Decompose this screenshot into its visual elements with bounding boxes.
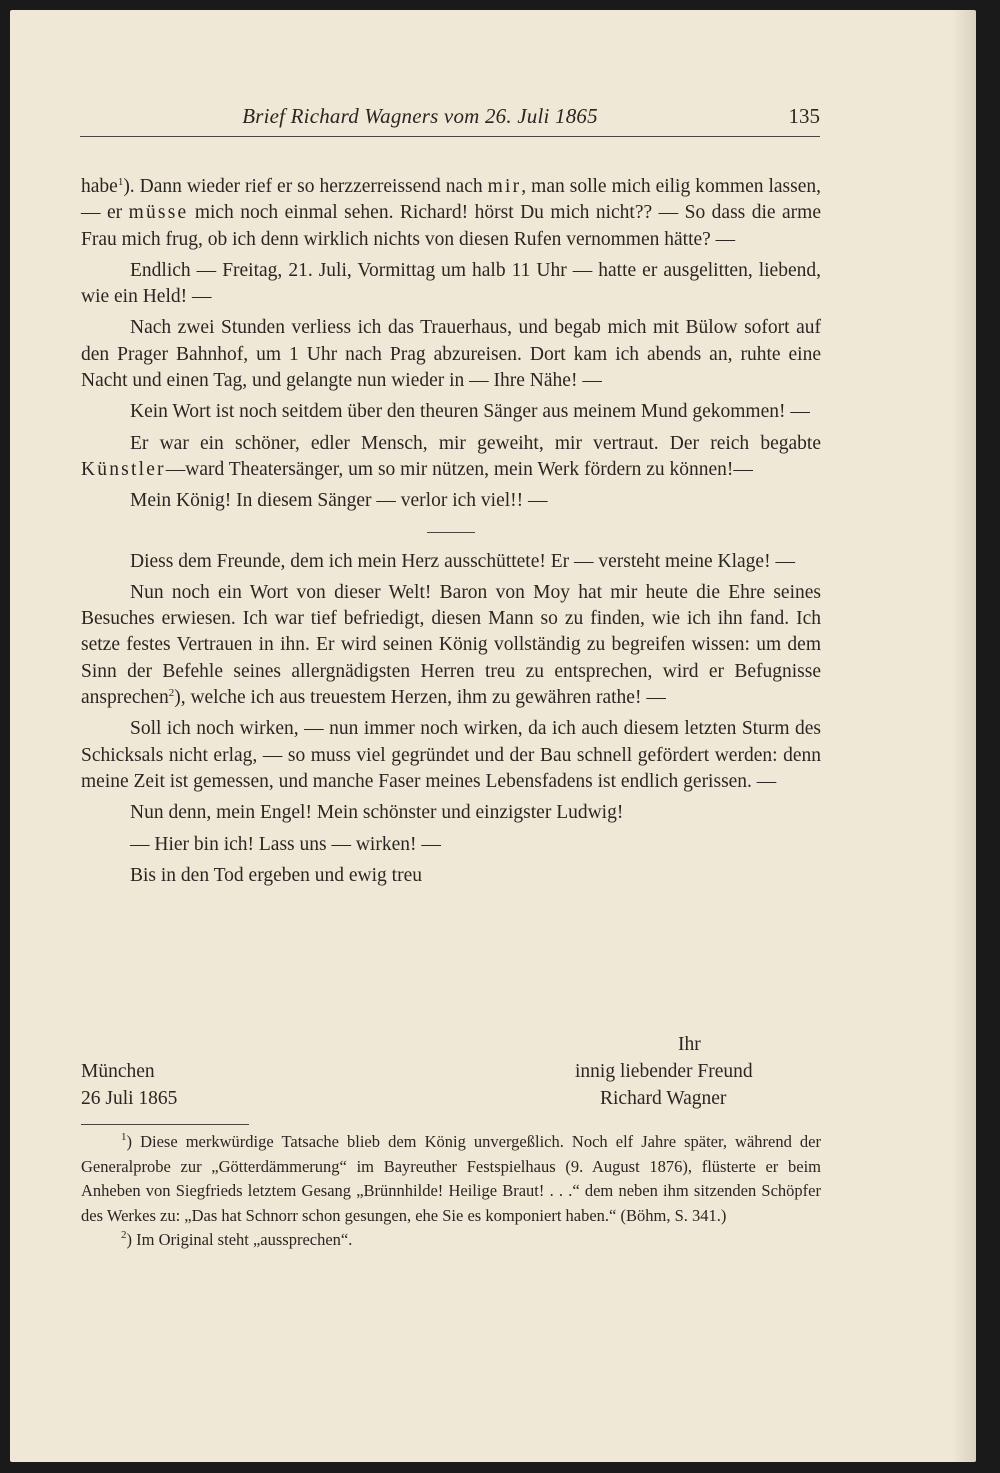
closing-date: 26 Juli 1865 — [81, 1088, 178, 1109]
footnote-marker: 1 — [121, 1131, 127, 1143]
closing-place: München — [81, 1061, 155, 1082]
text-run: —ward Theatersänger, um so mir nützen, mein Werk fördern zu können!— — [165, 458, 753, 480]
text-run: Er war ein schöner, edler Mensch, mir geweiht, mir vertraut. Der reich begabte — [130, 432, 821, 454]
text-run: ). Dann wieder rief er so herzzerreissend nach — [123, 176, 488, 197]
paragraph-2: Endlich — Freitag, 21. Juli, Vormittag um halb 11 Uhr — hatte er ausgelitten, liebend, wie ein Held! — — [81, 259, 821, 308]
paragraph-6: Mein König! In diesem Sänger — verlor ich viel!! — — [130, 490, 548, 512]
text-run: habe — [81, 176, 118, 197]
running-title: Brief Richard Wagners vom 26. Juli 1865 — [242, 104, 598, 128]
text-run: , man solle mich eilig kommen lassen, — er — [81, 176, 821, 224]
text-run: mich noch einmal sehen. Richard! hörst Du mich nicht?? — So dass die arme Frau mich frug, ob ich denn wirklich nichts von diesen Rufen vernommen hätte? — — [81, 202, 821, 250]
footnotes — [81, 1130, 821, 1253]
footnote-1 — [81, 1130, 821, 1228]
closing-signature: Richard Wagner — [600, 1088, 727, 1109]
closing-salutation: innig liebender Freund — [575, 1061, 753, 1082]
paragraph-5 — [81, 431, 821, 484]
running-header — [80, 104, 820, 137]
section-divider — [427, 532, 475, 533]
text-run: ), welche ich aus treuestem Herzen, ihm zu gewähren rathe! — — [174, 687, 666, 709]
paragraph-4: Kein Wort ist noch seitdem über den theuren Sänger aus meinem Mund gekommen! — — [130, 401, 810, 423]
page-number: 135 — [788, 104, 820, 128]
paragraph-8 — [81, 580, 821, 711]
paragraph-1 — [81, 174, 821, 253]
footnote-text: ) Diese merkwürdige Tatsache blieb dem König unvergeßlich. Noch elf Jahre später, während der Generalprobe zur „Götterdämmerung“ im Bayreuther Festspielhaus (9. August 1876), flüsterte er beim Anheben von Siegfrieds letztem Gesang „Brünnhilde! Heilige Braut! . . .“ dem neben ihm sitzenden Schöpfer des Werkes zu: „Das hat Schnorr schon gesungen, ehe Sie es komponiert haben.“ (Böhm, S. 341.) — [81, 1132, 821, 1225]
paragraph-7: Diess dem Freunde, dem ich mein Herz ausschüttete! Er — versteht meine Klage! — — [130, 550, 795, 572]
footnote-2 — [81, 1228, 821, 1253]
emphasis-muesse: müsse — [128, 202, 189, 224]
letter-closing — [81, 1031, 821, 1115]
closing-ihr: Ihr — [678, 1034, 701, 1055]
page-edge-shadow — [952, 10, 976, 1462]
paragraph-11: — Hier bin ich! Lass uns — wirken! — — [130, 833, 441, 855]
emphasis-kuenstler: Künstler — [81, 458, 166, 480]
emphasis-mir: mir — [487, 176, 522, 197]
paragraph-3: Nach zwei Stunden verliess ich das Trauerhaus, und begab mich mit Bülow sofort auf den Prager Bahnhof, um 1 Uhr nach Prag abzureisen. Dort kam ich abends an, ruhte eine Nacht und einen Tag, und gelangte nun wieder in — Ihre Nähe! — — [81, 317, 821, 392]
paragraph-10: Nun denn, mein Engel! Mein schönster und einzigster Ludwig! — [130, 802, 624, 824]
footnote-text: ) Im Original steht „aussprechen“. — [126, 1230, 353, 1249]
letter-body — [81, 174, 821, 894]
footnote-rule — [81, 1124, 249, 1125]
footnote-marker: 2 — [121, 1229, 127, 1241]
footnote-ref-1: 1 — [117, 176, 124, 188]
text-run: Nun noch ein Wort von dieser Welt! Baron von Moy hat mir heute die Ehre seines Besuches erwiesen. Ich war tief befriedigt, diesen Mann so zu finden, wie ich ihn fand. Ich setze festes Vertrauen in ihn. Er wird seinen König vollständig zu begreifen wissen: um dem Sinn der Befehle seines allergnädigsten Herren treu zu entsprechen, wird er Befugnisse ansprechen — [81, 581, 821, 709]
paragraph-12: Bis in den Tod ergeben und ewig treu — [130, 864, 422, 886]
footnote-ref-2: 2 — [168, 687, 175, 700]
paragraph-9: Soll ich noch wirken, — nun immer noch wirken, da ich auch diesem letzten Sturm des Schicksals nicht erlag, — so muss viel gegründet und der Bau schnell gefördert werden: denn meine Zeit ist gemessen, und manche Faser meines Lebensfadens ist endlich gerissen. — — [81, 718, 821, 792]
